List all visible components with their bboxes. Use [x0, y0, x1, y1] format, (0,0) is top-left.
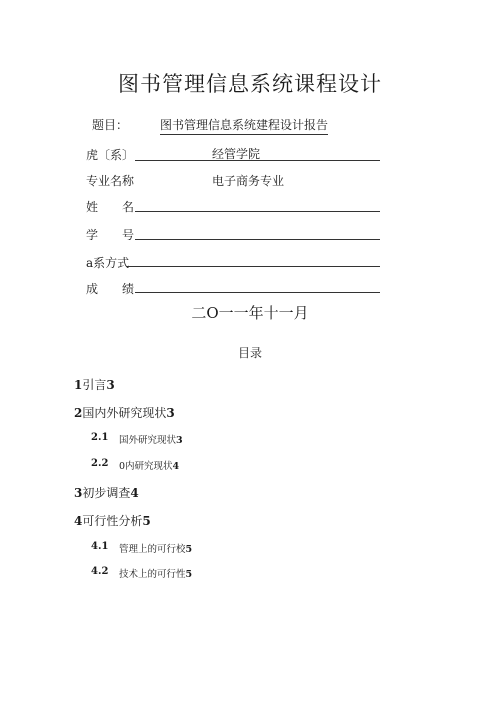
toc-item-page: 3: [176, 435, 183, 446]
toc-item-page: 4: [172, 461, 180, 472]
toc-item-number: 2: [74, 406, 83, 420]
toc-item-2-1: [119, 432, 183, 446]
toc-item-3: [74, 484, 139, 501]
toc-item-4: [74, 512, 151, 529]
toc-item-number: 1: [74, 378, 83, 392]
toc-item-2-2: [119, 458, 179, 472]
toc-item-2-2-number: 2.2: [91, 458, 109, 469]
toc-item-text: 管理上的可行校: [119, 544, 186, 555]
toc-item-page: 3: [166, 406, 175, 420]
toc-item-text: 国内外研究现状: [82, 406, 167, 420]
document-title: 图书管理信息系统课程设计: [118, 72, 382, 96]
toc-item-4-1-number: 4.1: [91, 541, 109, 552]
toc-item-page: 5: [185, 544, 193, 555]
toc-item-2: [74, 404, 175, 421]
toc-item-page: 3: [106, 378, 115, 392]
department-value: 经管学院: [212, 147, 261, 161]
toc-item-4-2-number: 4.2: [91, 566, 109, 577]
toc-item-text: 0内研究现状: [119, 461, 173, 472]
student-id-label: 学 号: [86, 228, 135, 242]
toc-item-page: 4: [130, 486, 139, 500]
contact-label: a系方式: [86, 256, 130, 270]
toc-item-text: 国外研究现状: [119, 435, 177, 446]
major-label: 专业名称: [86, 174, 135, 188]
toc-item-4-2: [119, 566, 192, 580]
toc-item-text: 技术上的可行性: [119, 569, 186, 580]
toc-item-page: 5: [185, 569, 193, 580]
grade-underline: [135, 292, 380, 293]
toc-item-text: 引言: [82, 378, 107, 392]
contact-underline: [126, 266, 380, 267]
grade-label: 成 绩: [86, 282, 135, 296]
toc-item-page: 5: [142, 514, 151, 528]
name-underline: [135, 211, 380, 212]
student-id-underline: [135, 239, 380, 240]
major-value: 电子商务专业: [212, 174, 285, 188]
toc-item-2-1-number: 2.1: [91, 432, 109, 443]
toc-item-number: 3: [74, 486, 83, 500]
toc-item-number: 4: [74, 514, 83, 528]
name-label: 姓 名: [86, 200, 135, 214]
toc-item-text: 可行性分析: [82, 514, 143, 528]
toc-item-4-1: [119, 541, 192, 555]
toc-item-1: [74, 376, 115, 393]
department-label: 虎〔系〕: [86, 148, 135, 162]
document-date: 二O一一年十一月: [191, 304, 309, 322]
toc-heading: 目录: [237, 346, 262, 360]
topic-label: 题目：: [92, 118, 129, 132]
topic-value: 图书管理信息系统建程设计报告: [160, 116, 328, 135]
toc-item-text: 初步调查: [82, 486, 131, 500]
